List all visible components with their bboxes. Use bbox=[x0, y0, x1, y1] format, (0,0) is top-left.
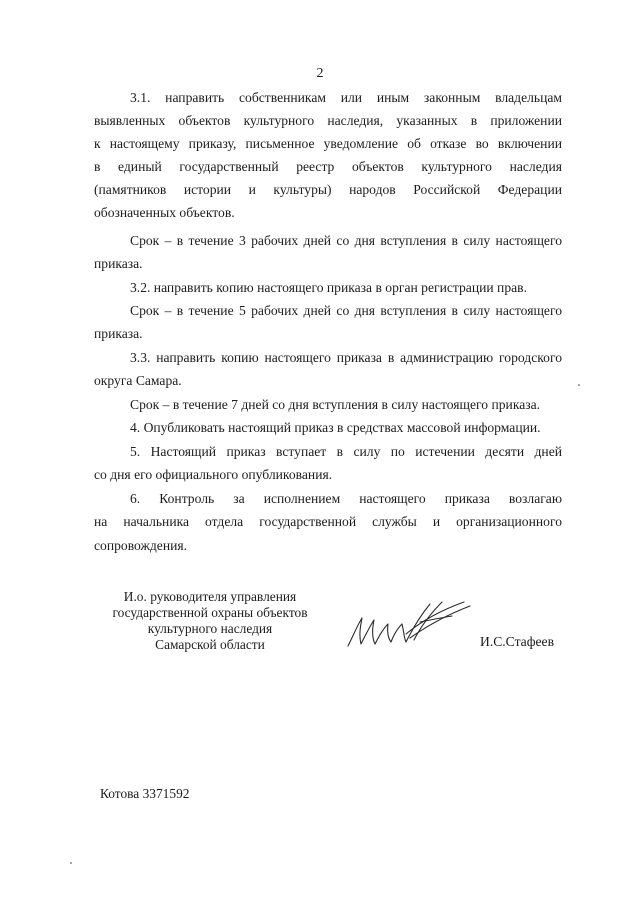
paragraph-3-1-line-5: (памятников истории и культуры) народов Российской Федерации bbox=[94, 182, 562, 197]
paragraph-3-1-line-4: в единый государственный реестр объектов культурного наследия bbox=[94, 159, 562, 174]
paragraph-6-line-1: 6. Контроль за исполнением настоящего приказа возлагаю bbox=[130, 491, 562, 506]
signatory-title-line: И.о. руководителя управления bbox=[123, 589, 297, 604]
paragraph-6-line-2: на начальника отдела государственной службы и организационного bbox=[94, 514, 562, 529]
signatory-title-line: государственной охраны объектов bbox=[112, 605, 308, 620]
deadline-3-3: Срок – в течение 7 дней со дня вступления в силу настоящего приказа. bbox=[130, 397, 541, 412]
paragraph-6-line-3: сопровождения. bbox=[94, 538, 188, 553]
signatory-title-line: культурного наследия bbox=[147, 621, 273, 636]
signatory-title-line: Самарской области bbox=[155, 637, 265, 652]
paragraph-5-line-1: 5. Настоящий приказ вступает в силу по истечении десяти дней bbox=[130, 444, 562, 459]
paragraph-3-2: 3.2. направить копию настоящего приказа в орган регистрации прав. bbox=[130, 280, 527, 295]
scan-speck bbox=[578, 384, 580, 386]
page-number: 2 bbox=[316, 66, 324, 81]
paragraph-3-1-line-1: 3.1. направить собственникам или иным законным владельцам bbox=[130, 90, 562, 105]
paragraph-3-1-line-6: обозначенных объектов. bbox=[94, 205, 235, 220]
paragraph-3-3-line-1: 3.3. направить копию настоящего приказа в администрацию городского bbox=[130, 350, 562, 365]
deadline-3-1-line-1: Срок – в течение 3 рабочих дней со дня вступления в силу настоящего bbox=[130, 233, 562, 248]
paragraph-4: 4. Опубликовать настоящий приказ в средствах массовой информации. bbox=[130, 420, 541, 435]
handwritten-signature bbox=[344, 594, 474, 656]
paragraph-3-1-line-3: к настоящему приказу, письменное уведомление об отказе во включении bbox=[94, 136, 562, 151]
paragraph-3-1-line-2: выявленных объектов культурного наследия, указанных в приложении bbox=[94, 113, 562, 128]
signatory-title bbox=[100, 589, 320, 653]
deadline-3-2-line-1: Срок – в течение 5 рабочих дней со дня вступления в силу настоящего bbox=[130, 303, 562, 318]
deadline-3-2-line-2: приказа. bbox=[94, 326, 143, 341]
deadline-3-1-line-2: приказа. bbox=[94, 256, 143, 271]
paragraph-5-line-2: со дня его официального опубликования. bbox=[94, 467, 333, 482]
scan-speck bbox=[70, 862, 72, 864]
signer-name: И.С.Стафеев bbox=[480, 634, 555, 649]
executor-info: Котова 3371592 bbox=[100, 786, 190, 801]
paragraph-3-3-line-2: округа Самара. bbox=[94, 373, 182, 388]
